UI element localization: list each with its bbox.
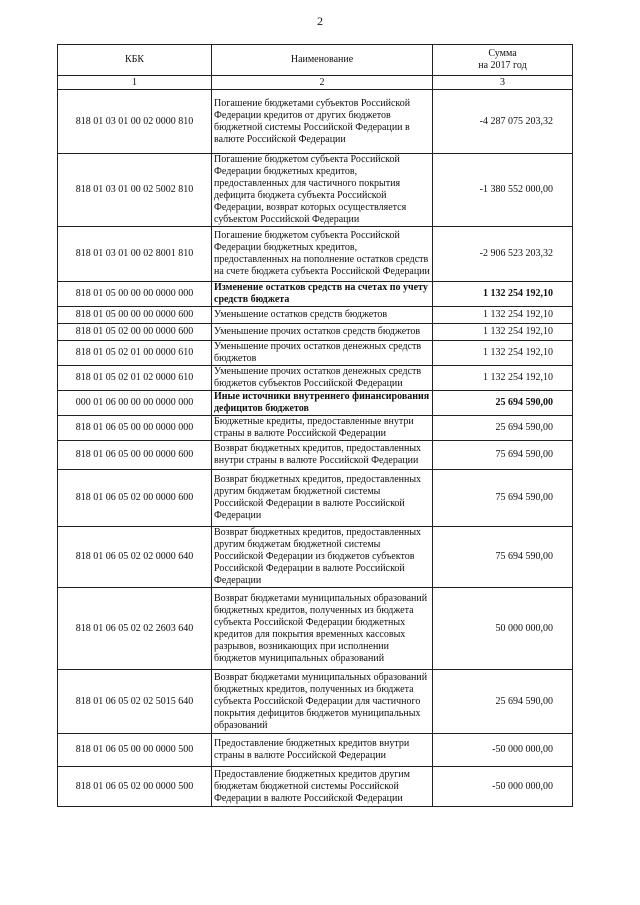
name-cell: Погашение бюджетами субъектов Российской Федерации кредитов от других бюджетов бюджетной системы Российской Федерации в валюте Российской Федерации xyxy=(212,90,433,154)
name-cell: Уменьшение прочих остатков денежных средств бюджетов xyxy=(212,341,433,366)
kbk-cell: 818 01 03 01 00 02 0000 810 xyxy=(58,90,212,154)
sum-cell: -50 000 000,00 xyxy=(433,734,573,767)
budget-sources-table xyxy=(57,44,573,807)
kbk-cell: 818 01 06 05 00 00 0000 500 xyxy=(58,734,212,767)
sum-cell: 25 694 590,00 xyxy=(433,391,573,416)
table-row xyxy=(58,670,573,734)
header-sum-line2: на 2017 год xyxy=(478,60,527,71)
table-row xyxy=(58,154,573,227)
name-cell: Предоставление бюджетных кредитов внутри страны в валюте Российской Федерации xyxy=(212,734,433,767)
column-number-3: 3 xyxy=(433,76,573,90)
table-row xyxy=(58,282,573,307)
table-row xyxy=(58,734,573,767)
sum-cell: 1 132 254 192,10 xyxy=(433,307,573,324)
name-cell: Уменьшение прочих остатков денежных средств бюджетов субъектов Российской Федерации xyxy=(212,366,433,391)
kbk-cell: 000 01 06 00 00 00 0000 000 xyxy=(58,391,212,416)
name-cell: Предоставление бюджетных кредитов другим бюджетам бюджетной системы Российской Федерации в валюте Российской Федерации xyxy=(212,767,433,807)
header-sum xyxy=(433,45,573,76)
kbk-cell: 818 01 06 05 00 00 0000 600 xyxy=(58,441,212,470)
column-number-1: 1 xyxy=(58,76,212,90)
sum-cell: 25 694 590,00 xyxy=(433,416,573,441)
table-row xyxy=(58,416,573,441)
sum-cell: -2 906 523 203,32 xyxy=(433,227,573,282)
name-cell: Бюджетные кредиты, предоставленные внутри страны в валюте Российской Федерации xyxy=(212,416,433,441)
sum-cell: 75 694 590,00 xyxy=(433,470,573,527)
kbk-cell: 818 01 03 01 00 02 5002 810 xyxy=(58,154,212,227)
table-row xyxy=(58,324,573,341)
table-row xyxy=(58,767,573,807)
kbk-cell: 818 01 06 05 02 02 2603 640 xyxy=(58,588,212,670)
kbk-cell: 818 01 06 05 02 00 0000 500 xyxy=(58,767,212,807)
name-cell: Уменьшение остатков средств бюджетов xyxy=(212,307,433,324)
kbk-cell: 818 01 06 05 02 02 5015 640 xyxy=(58,670,212,734)
name-cell: Возврат бюджетных кредитов, предоставленных другим бюджетам бюджетной системы Российской Федерации в валюте Российской Федерации xyxy=(212,470,433,527)
table-row xyxy=(58,307,573,324)
kbk-cell: 818 01 05 02 01 00 0000 610 xyxy=(58,341,212,366)
name-cell: Возврат бюджетами муниципальных образований бюджетных кредитов, полученных из бюджета субъекта Российской Федерации бюджетных кредитов для покрытия временных кассовых разрывов, возникающих при исполнении бюджетов муниципальных образований xyxy=(212,588,433,670)
sum-cell: 1 132 254 192,10 xyxy=(433,324,573,341)
table-row xyxy=(58,90,573,154)
name-cell: Возврат бюджетами муниципальных образований бюджетных кредитов, полученных из бюджета субъекта Российской Федерации для частичного покрытия дефицитов бюджетов муниципальных образований xyxy=(212,670,433,734)
name-cell: Изменение остатков средств на счетах по учету средств бюджета xyxy=(212,282,433,307)
table-row xyxy=(58,391,573,416)
name-cell: Возврат бюджетных кредитов, предоставленных другим бюджетам бюджетной системы Российской Федерации из бюджетов субъектов Российской Федерации в валюте Российской Федерации xyxy=(212,527,433,588)
header-sum-line1: Сумма xyxy=(488,48,517,59)
kbk-cell: 818 01 06 05 02 02 0000 640 xyxy=(58,527,212,588)
sum-cell: 50 000 000,00 xyxy=(433,588,573,670)
sum-cell: 25 694 590,00 xyxy=(433,670,573,734)
sum-cell: 75 694 590,00 xyxy=(433,441,573,470)
kbk-cell: 818 01 06 05 02 00 0000 600 xyxy=(58,470,212,527)
kbk-cell: 818 01 05 00 00 00 0000 600 xyxy=(58,307,212,324)
page-number: 2 xyxy=(317,14,323,28)
table-row xyxy=(58,527,573,588)
table-row xyxy=(58,470,573,527)
sum-cell: 1 132 254 192,10 xyxy=(433,366,573,391)
kbk-cell: 818 01 05 02 00 00 0000 600 xyxy=(58,324,212,341)
sum-cell: -4 287 075 203,32 xyxy=(433,90,573,154)
header-name: Наименование xyxy=(212,45,433,76)
table-row xyxy=(58,441,573,470)
table-row xyxy=(58,588,573,670)
table-row xyxy=(58,341,573,366)
name-cell: Уменьшение прочих остатков средств бюджетов xyxy=(212,324,433,341)
sum-cell: 1 132 254 192,10 xyxy=(433,341,573,366)
name-cell: Погашение бюджетом субъекта Российской Федерации бюджетных кредитов, предоставленных для частичного покрытия дефицита бюджета субъекта Российской Федерации, возврат которых осуществляется субъектом Российской Федерации xyxy=(212,154,433,227)
sum-cell: -50 000 000,00 xyxy=(433,767,573,807)
header-kbk: КБК xyxy=(58,45,212,76)
sum-cell: 1 132 254 192,10 xyxy=(433,282,573,307)
name-cell: Погашение бюджетом субъекта Российской Федерации бюджетных кредитов, предоставленных на пополнение остатков средств на счете бюджета субъекта Российской Федерации xyxy=(212,227,433,282)
kbk-cell: 818 01 03 01 00 02 8001 810 xyxy=(58,227,212,282)
table-row xyxy=(58,227,573,282)
table-header-row xyxy=(58,45,573,76)
sum-cell: 75 694 590,00 xyxy=(433,527,573,588)
kbk-cell: 818 01 05 00 00 00 0000 000 xyxy=(58,282,212,307)
name-cell: Иные источники внутреннего финансирования дефицитов бюджетов xyxy=(212,391,433,416)
sum-cell: -1 380 552 000,00 xyxy=(433,154,573,227)
table-row xyxy=(58,366,573,391)
column-number-row xyxy=(58,76,573,90)
column-number-2: 2 xyxy=(212,76,433,90)
kbk-cell: 818 01 06 05 00 00 0000 000 xyxy=(58,416,212,441)
name-cell: Возврат бюджетных кредитов, предоставленных внутри страны в валюте Российской Федерации xyxy=(212,441,433,470)
kbk-cell: 818 01 05 02 01 02 0000 610 xyxy=(58,366,212,391)
